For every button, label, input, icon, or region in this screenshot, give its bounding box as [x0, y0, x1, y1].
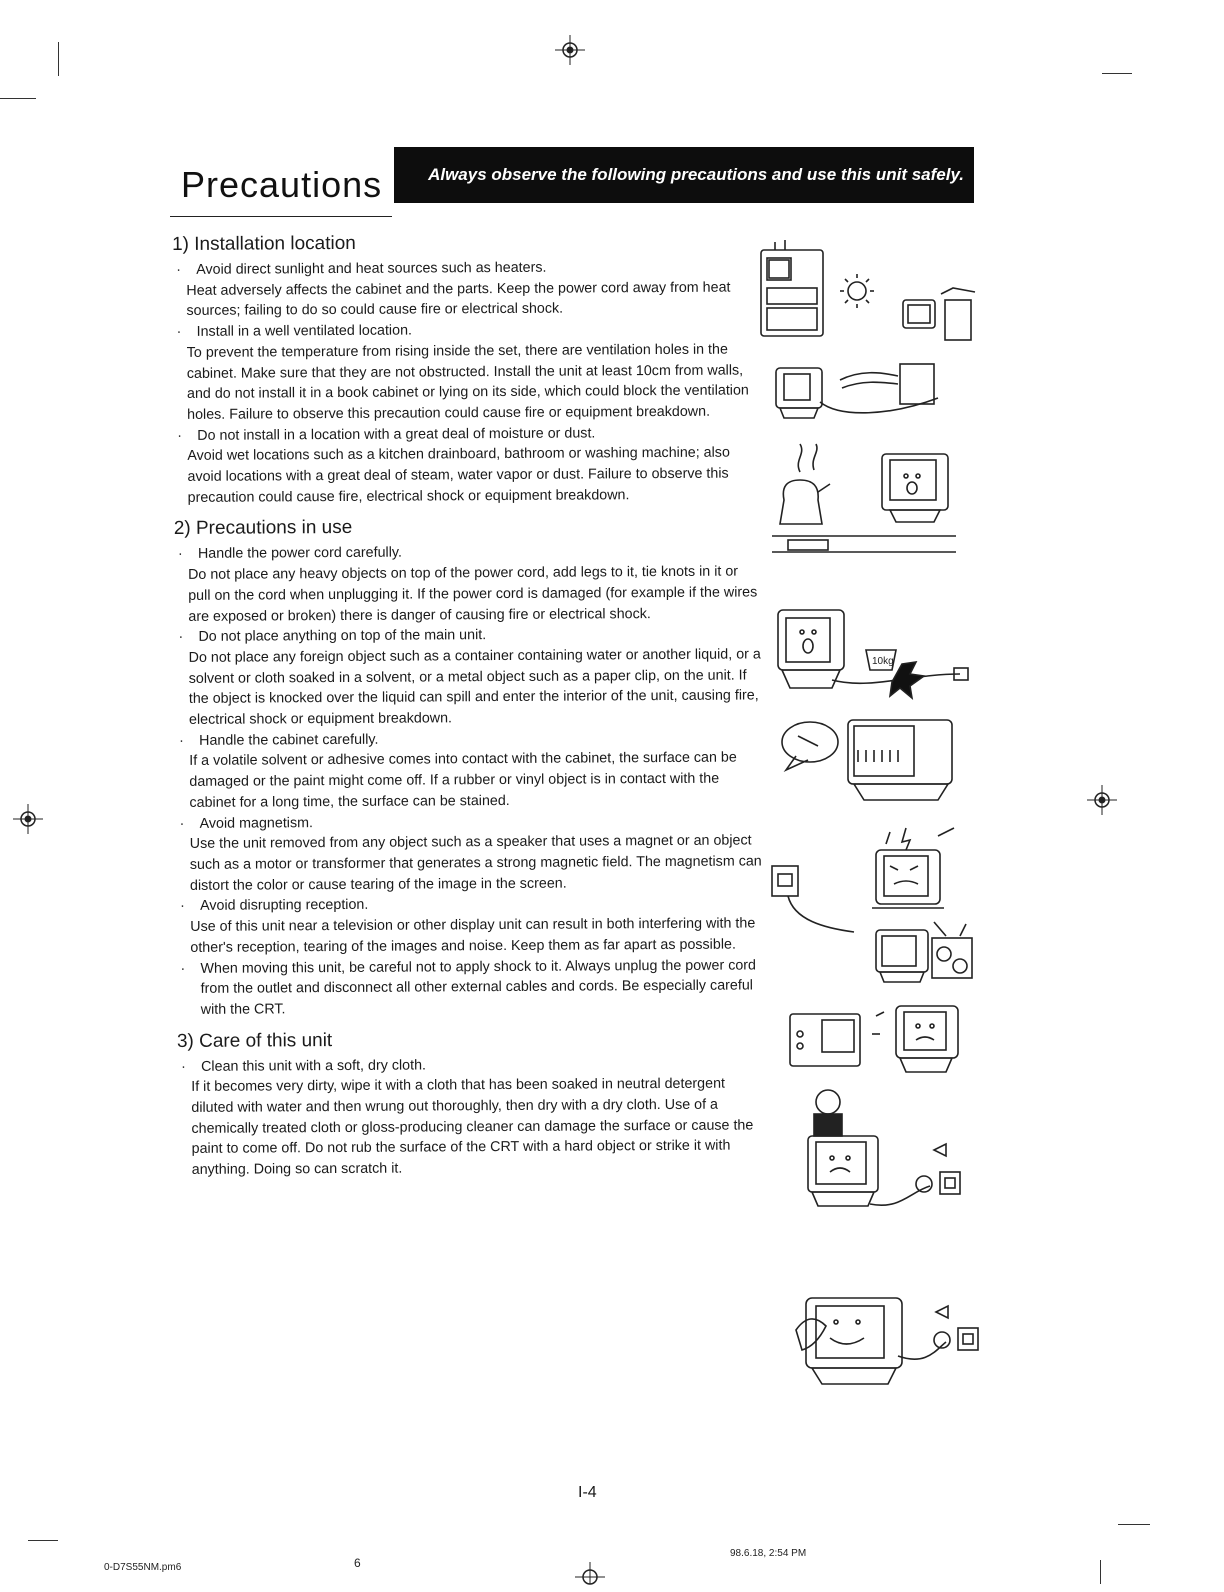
crop-mark [28, 1540, 58, 1541]
item-lead: Do not install in a location with a great deal of moisture or dust. [197, 425, 596, 444]
list-item: · Avoid disrupting reception. Use of this unit near a television or other display unit can result in both interfering with the other's reception, tearing of the images and noise. Keep them as far apart as possible. [190, 893, 766, 959]
magnetism-illustration [870, 916, 980, 988]
item-body: Heat adversely affects the cabinet and the parts. Keep the power cord away from heat sources; failing to do so could cause fire or electrical shock. [186, 279, 731, 320]
list-item: · Handle the power cord carefully. Do not place any heavy objects on top of the power cord, add legs to it, tie knots in it or pull on the cord when unplugging it. If the power cord is damaged (for example if the wires are exposed or broken) there is danger of causing fire or electrical shock. [188, 541, 764, 627]
item-lead: When moving this unit, be careful not to apply shock to it. Always unplug the power cord from the outlet and disconnect all other external cables and cords. Be especially careful with the CRT. [200, 956, 757, 1018]
weight-label: 10kg [872, 656, 894, 667]
crop-mark [0, 98, 36, 99]
item-lead: Avoid direct sunlight and heat sources such as heaters. [196, 259, 547, 278]
list-item: · Install in a well ventilated location. To prevent the temperature from rising inside the set, there are ventilation holes in the cabinet. Make sure that they are not obstructed. Install the unit at least 10cm from walls, and do not install it in a book cabinet or lying on its side, which could block the ventilation holes. Failure to observe this precaution could cause fire or equipment breakdown. [187, 319, 764, 426]
page-title: Precautions [181, 164, 383, 205]
item-body: Do not place any heavy objects on top of the power cord, add legs to it, tie knots in it or pull on the cord when unplugging it. If the power cord is damaged (for example if the wires are exposed or broken) there is danger of causing fire or electrical shock. [188, 563, 758, 625]
item-lead: Avoid disrupting reception. [200, 897, 369, 915]
no-objects-on-top-illustration [778, 706, 958, 806]
item-body: Avoid wet locations such as a kitchen drainboard, bathroom or washing machine; also avoid locations with a great deal of steam, water vapor or dust. Failure to observe this precaution could cause fire, electrical shock or equipment breakdown. [187, 444, 730, 506]
item-body: Use of this unit near a television or other display unit can result in both interfering with the other's reception, tearing of the images and noise. Keep them as far apart as possible. [190, 915, 756, 956]
heater-sunlight-illustration [755, 236, 980, 346]
list-item: · Do not install in a location with a great deal of moisture or dust. Avoid wet locations such as a kitchen drainboard, bathroom or washing machine; also avoid locations with a great deal of steam, water vapor or dust. Failure to observe this precaution could cause fire, electrical shock or equipment breakdown. [187, 422, 763, 508]
item-lead: Clean this unit with a soft, dry cloth. [201, 1057, 427, 1075]
section-installation-location [172, 230, 764, 508]
list-item: · Avoid magnetism. Use the unit removed from any object such as a speaker that uses a magnet or an object such as a motor or transformer that generates a strong magnetic field. The magnetism can distort the color or cause tearing of the image in the screen. [190, 810, 766, 896]
section-care-of-unit [177, 1027, 768, 1181]
item-body: Use the unit removed from any object such as a speaker that uses a magnet or an object such as a motor or transformer that generates a strong magnetic field. The magnetism can distort the color or cause tearing of the image in the screen. [189, 832, 762, 894]
title-underline [170, 216, 392, 217]
list-item: · Handle the cabinet carefully. If a volatile solvent or adhesive comes into contact with the cabinet, the surface can be damaged or the paint might come off. If a rubber or vinyl object is in contact with the cabinet for a long time, the surface can be stained. [189, 727, 765, 813]
list-item: · Clean this unit with a soft, dry cloth. If it becomes very dirty, wipe it with a cloth that has been soaked in neutral detergent diluted with water and then wrung out thoroughly, then dry with a dry cloth. Use of a chemically treated cloth or gloss-producing cleaner can damage the surface or cause the paint to come off. Do not rub the surface of the CRT with a hard object or strike it with anything. Doing so can scratch it. [191, 1053, 768, 1181]
crop-mark [1100, 1560, 1101, 1584]
crop-mark [58, 42, 59, 76]
section-precautions-in-use [174, 515, 767, 1021]
ventilation-illustration [770, 358, 950, 428]
item-lead: Avoid magnetism. [199, 814, 314, 832]
section-heading: 1) Installation location [172, 232, 356, 255]
list-item: · When moving this unit, be careful not to apply shock to it. Always unplug the power cord from the outlet and disconnect all other external cables and cords. Be especially careful with the CRT. [180, 956, 757, 1018]
section-heading: 2) Precautions in use [173, 517, 353, 540]
footer-sheet-number: 6 [354, 1556, 361, 1570]
item-body: To prevent the temperature from rising inside the set, there are ventilation holes in the cabinet. Make sure that they are not obstructed. Install the unit at least 10cm from walls, and do not install it in a book cabinet or lying on its side, which could block the ventilation holes. Failure to observe this precaution could cause fire or equipment breakdown. [186, 341, 749, 423]
steam-moisture-illustration [770, 440, 960, 560]
footer-timestamp: 98.6.18, 2:54 PM [730, 1548, 807, 1559]
item-lead: Install in a well ventilated location. [196, 322, 413, 340]
registration-mark-icon [555, 35, 585, 65]
item-lead: Handle the cabinet carefully. [199, 731, 379, 749]
item-body: If it becomes very dirty, wipe it with a cloth that has been soaked in neutral detergent diluted with water and then wrung out thoroughly, then dry with a dry cloth. Use of a chemically treated cloth or gloss-producing cleaner can damage the surface or cause the paint to come off. Do not rub the surface of the CRT with a hard object or strike it with anything. Doing so can scratch it. [191, 1075, 754, 1179]
precautions-content [172, 230, 768, 1190]
crop-mark [1102, 73, 1132, 74]
item-body: Do not place any foreign object such as a container containing water or another liquid, or a solvent or cloth soaked in a solvent, or a metal object such as a paper clip, on the unit. If the object is knocked over the liquid can spill and enter the interior of the unit, causing fire, electrical shock or equipment breakdown. [188, 646, 761, 728]
moving-unit-illustration [800, 1086, 975, 1216]
registration-mark-icon [1087, 785, 1117, 815]
item-body: If a volatile solvent or adhesive comes into contact with the cabinet, the surface can be damaged or the paint might come off. If a rubber or vinyl object is in contact with the cabinet for a long time, the surface can be stained. [189, 750, 737, 811]
registration-mark-icon [575, 1562, 605, 1592]
list-item: · Do not place anything on top of the main unit. Do not place any foreign object such as a container containing water or another liquid, or a solvent or cloth soaked in a solvent, or a metal object such as a paper clip, on the unit. If the object is knocked over the liquid can spill and enter the interior of the unit, causing fire, electrical shock or equipment breakdown. [188, 624, 765, 731]
crop-mark [1118, 1524, 1150, 1525]
cleaning-illustration [786, 1290, 986, 1390]
item-lead: Do not place anything on top of the main unit. [198, 627, 487, 646]
page-number: I-4 [578, 1484, 597, 1501]
section-heading: 3) Care of this unit [176, 1029, 333, 1052]
safety-banner: Always observe the following precautions and use this unit safely. [394, 147, 974, 203]
footer-file-name: 0-D7S55NM.pm6 [104, 1562, 182, 1573]
list-item: · Avoid direct sunlight and heat sources such as heaters. Heat adversely affects the cabinet and the parts. Keep the power cord away from heat sources; failing to do so could cause fire or electrical shock. [186, 256, 762, 322]
item-lead: Handle the power cord carefully. [197, 545, 402, 563]
reception-interference-illustration [786, 998, 966, 1078]
power-cord-weight-illustration [770, 600, 980, 700]
registration-mark-icon [13, 804, 43, 834]
